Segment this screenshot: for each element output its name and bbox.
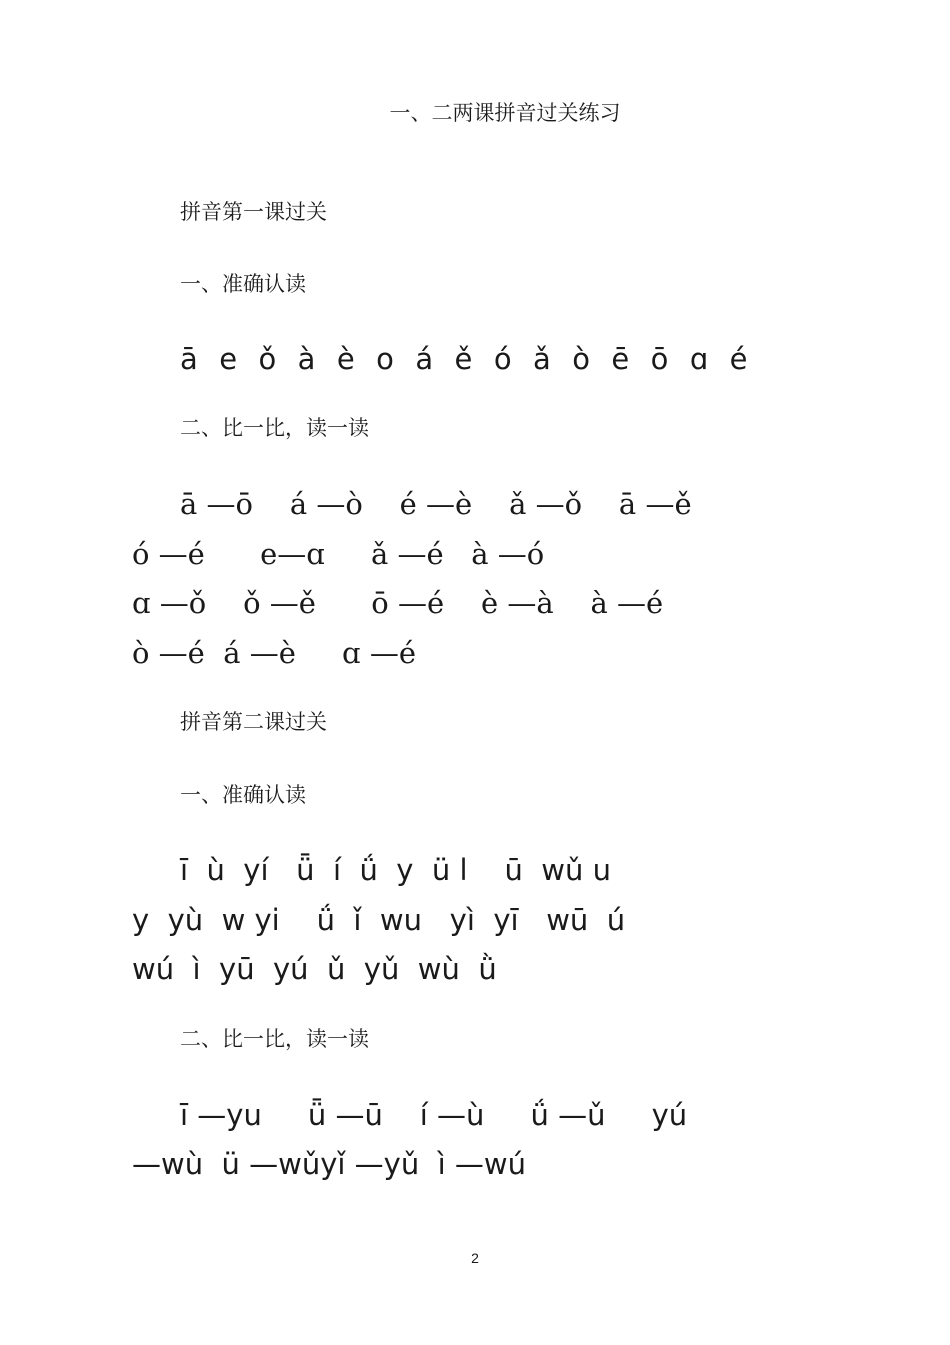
lesson2-compare-line: ī —yu ǖ —ū í —ù ǘ —ǔ yú — [180, 1098, 688, 1132]
lesson1-heading: 拼音第一课过关 — [180, 200, 327, 224]
lesson1-section1-title: 一、准确认读 — [180, 272, 306, 296]
lesson2-heading: 拼音第二课过关 — [180, 710, 327, 734]
page-number: 2 — [471, 1250, 479, 1266]
lesson2-read-line: y yù w yi ǘ ǐ wu yì yī wū ú — [132, 903, 626, 937]
lesson2-section1-title: 一、准确认读 — [180, 783, 306, 807]
lesson2-section2-title: 二、比一比，读一读 — [180, 1027, 369, 1051]
lesson1-vowel-row: ā e ǒ à è o á ě ó ǎ ò ē ō ɑ é — [180, 342, 749, 376]
lesson2-read-line: ī ù yí ǖ í ǘ y ü l ū wǔ u — [180, 853, 611, 887]
lesson1-compare-line: ó —é e—ɑ ǎ —é à —ó — [132, 537, 545, 571]
lesson1-compare-line: ò —é á —è ɑ —é — [132, 636, 416, 670]
lesson2-compare-line: —wù ü —wǔyǐ —yǔ ì —wú — [132, 1147, 527, 1181]
lesson1-compare-line: ā —ō á —ò é —è ǎ —ǒ ā —ě — [180, 487, 692, 521]
lesson1-compare-line: ɑ —ǒ ǒ —ě ō —é è —à à —é — [132, 586, 664, 620]
lesson2-read-line: wú ì yū yú ǔ yǔ wù ǜ — [132, 952, 497, 986]
page-title: 一、二两课拼音过关练习 — [389, 101, 621, 125]
lesson1-section2-title: 二、比一比，读一读 — [180, 416, 369, 440]
